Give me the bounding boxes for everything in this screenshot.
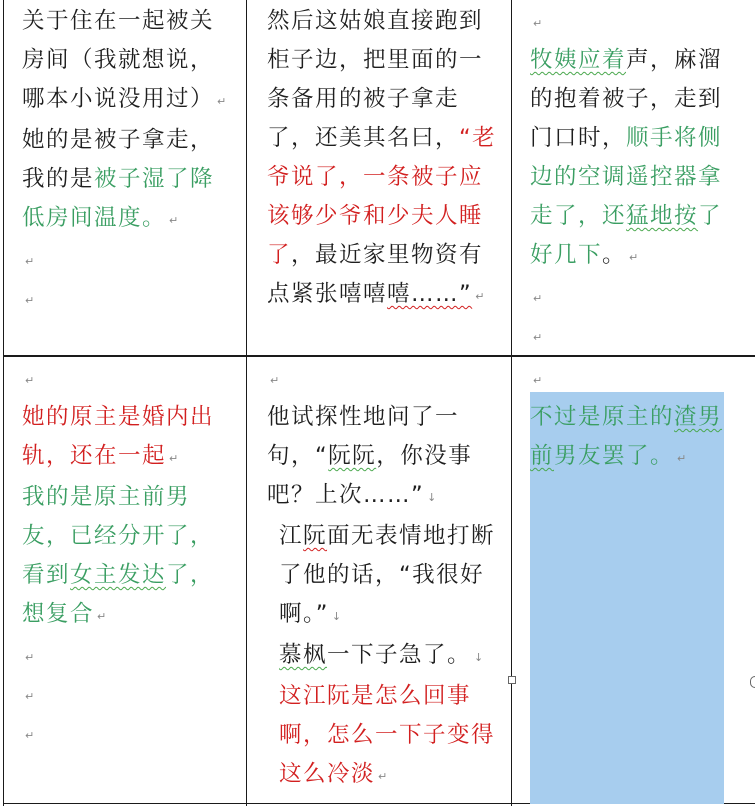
cell-r1c3[interactable] [530, 2, 742, 355]
cell-text: ，你没事吧？上次……” [267, 443, 473, 508]
cell-text: 江 [279, 523, 304, 549]
table-border-left [3, 0, 4, 806]
cell-text-green: 我的是原主前男友，已经分开了，看到 [22, 484, 215, 588]
paragraph-mark-icon: ↵ [25, 255, 35, 268]
paragraph-mark-icon: ↵ [25, 294, 35, 307]
cell-text: 。 [602, 242, 627, 268]
cell-text-red: 她的原主是婚内出轨，还在一起 [22, 404, 215, 469]
column-resize-handle[interactable] [508, 676, 516, 684]
cell-text: 他试探性地问了一句，“ [267, 404, 460, 469]
cell-text-green-underlined: 猛地按 [626, 203, 699, 229]
paragraph-mark-icon: ↵ [533, 17, 543, 30]
line-break-icon: ↓ [474, 651, 484, 664]
paragraph-mark-icon: ↵ [97, 610, 107, 623]
cell-text-green: 了，想复合 [22, 562, 215, 627]
column-divider-2 [511, 0, 512, 806]
line-break-icon: ↓ [427, 491, 437, 504]
paragraph-mark-icon: ↵ [533, 292, 543, 305]
line-break-icon: ↓ [331, 610, 342, 623]
cell-text-underlined: 阮 [303, 523, 328, 549]
column-divider-1 [246, 0, 247, 806]
cell-text-green: 男友罢了。 [554, 443, 675, 469]
cell-text-underlined: 嘻……” [387, 281, 473, 307]
cell-text: 然后这姑娘直接跑到柜子边，把里面的一条备用的被子拿走了，还美其名曰， [267, 8, 484, 151]
paragraph-mark-icon: ↵ [169, 214, 179, 227]
paragraph-mark-icon: ↵ [270, 374, 280, 387]
cell-text-red: “老爷说了，一条被子应该够少爷和少夫人睡了 [267, 125, 497, 268]
cell-text: 一下子急了。 [327, 642, 472, 668]
cell-text-green: 了好几下 [530, 203, 723, 268]
cell-text-underlined: 慕枫 [279, 642, 328, 668]
cell-r2c1[interactable] [22, 359, 237, 753]
paragraph-mark-icon: ↵ [533, 374, 543, 387]
paragraph-mark-icon: ↵ [378, 770, 388, 783]
cell-r2c3[interactable] [530, 359, 742, 478]
row-divider [3, 355, 755, 357]
paragraph-mark-icon: ↵ [475, 290, 485, 303]
paragraph-mark-icon: ↵ [25, 729, 35, 742]
paragraph-mark-icon: ↵ [25, 374, 35, 387]
cell-text: 她的是被子拿走，我的是 [22, 127, 215, 192]
table-resize-handle[interactable] [750, 676, 755, 688]
paragraph-mark-icon: ↵ [169, 452, 179, 465]
cell-text-green: 顺手将侧边的空调遥控器拿走了，还 [530, 125, 723, 229]
paragraph-mark-icon: ↵ [677, 452, 687, 465]
paragraph-mark-icon: ↵ [217, 95, 227, 108]
cell-text-green: 被子湿了降低房间温度。 [22, 166, 215, 231]
cell-r2c2[interactable] [267, 359, 499, 796]
cell-text-green-underlined: 渣男前 [530, 404, 723, 469]
paragraph-mark-icon: ↵ [629, 251, 639, 264]
paragraph-mark-icon: ↵ [25, 651, 35, 664]
cell-r1c2[interactable] [267, 2, 499, 316]
cell-r1c1[interactable] [22, 2, 237, 318]
cell-text-underlined: 阮阮 [328, 443, 377, 469]
cell-text-red: 这江阮是怎么回事啊，怎么一下子变得这么冷淡 [279, 683, 496, 787]
cell-text-green: 不过是原主的 [530, 404, 675, 430]
cell-text: 关于住在一起被关房间（我就想说，哪本小说没用过） [22, 8, 215, 112]
paragraph-mark-icon: ↵ [533, 331, 543, 344]
cell-text-green-underlined: 女主发达 [70, 562, 167, 588]
cell-text: 面无表情地打断了他的话，“我很好啊。” [279, 523, 496, 627]
cell-text-green-underlined: 牧姨应着 [530, 47, 627, 73]
cell-text: ，最近家里物资有点紧张嘻嘻 [267, 242, 484, 307]
cell-text: 声，麻溜的抱着被子，走到门口时， [530, 47, 723, 151]
paragraph-mark-icon: ↵ [25, 690, 35, 703]
